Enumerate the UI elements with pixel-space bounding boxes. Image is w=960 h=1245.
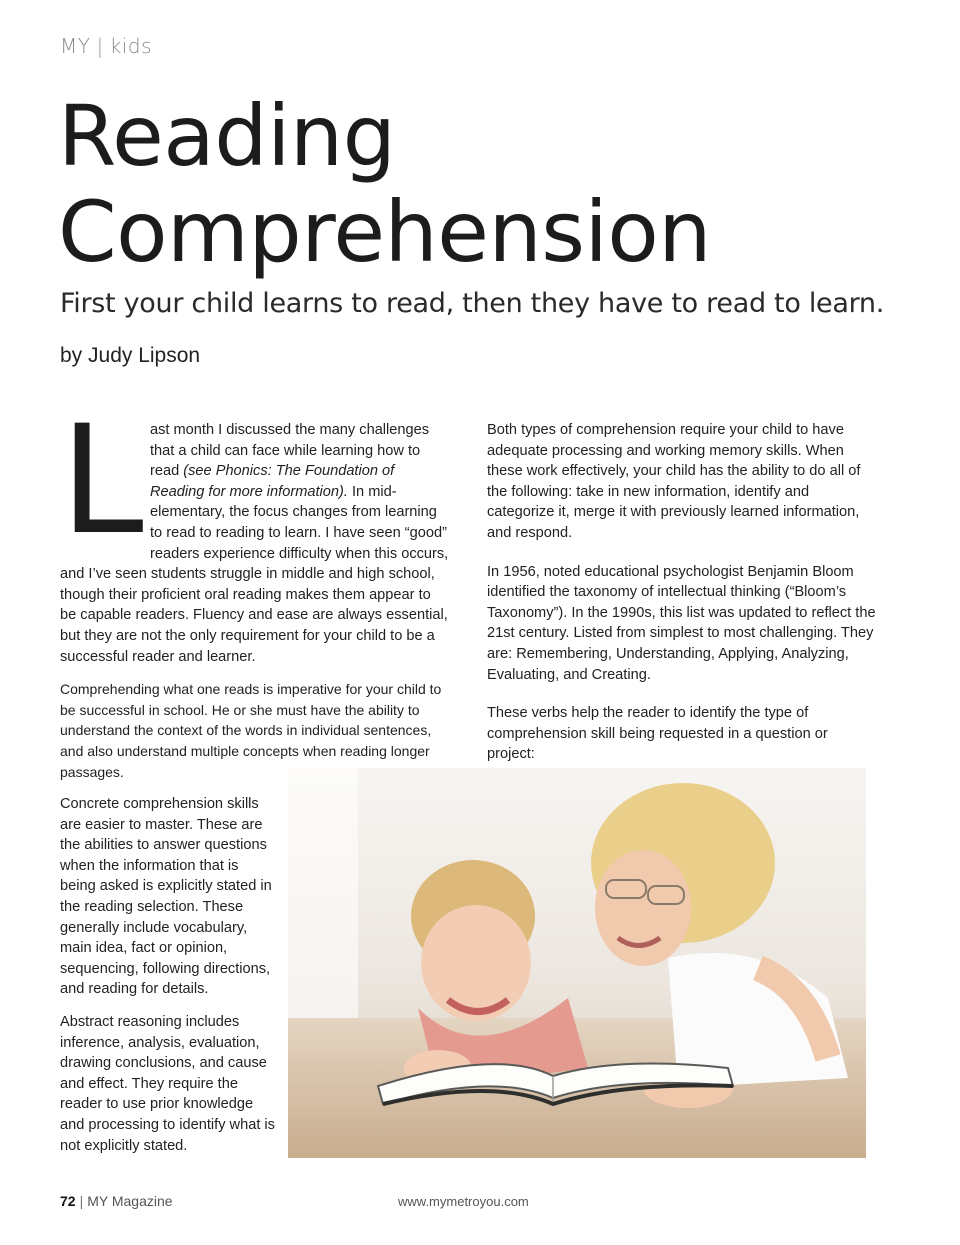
section-divider: |: [96, 34, 104, 58]
photo-illustration: [288, 768, 866, 1158]
paragraph-concrete: Concrete comprehension skills are easier to master. These are the abilities to answer questions when the information that is being asked is explicitly stated in the reading selection. These generally include vocabulary, main idea, fact or opinion, sequencing, following directions, and reading for details.: [60, 796, 272, 998]
drop-cap: L: [60, 394, 144, 568]
right-column: [487, 420, 879, 783]
article-subtitle: First your child learns to read, then they have to read to learn.: [60, 288, 885, 319]
page-number: 72: [60, 1193, 76, 1209]
paragraph-abstract: Abstract reasoning includes inference, analysis, evaluation, drawing conclusions, and cause and effect. They require the reader to use prior knowledge and processing to identify what is not explicitly stated.: [60, 1014, 275, 1154]
footer-page-info: [60, 1193, 173, 1209]
intro-text-b: In mid-elementary, the focus changes from learning to read to reading to learn. I have seen “good” readers experience difficulty when this occurs, and I’ve seen students struggle in middle and high school, though their proficient oral reading makes them appear to be capable readers. Fluency and ease are always essential, but they are not the only requirement for your child to be a successful reader and learner.: [60, 483, 449, 665]
title-line-2: Comprehension: [58, 183, 711, 281]
intro-text-a: ast month I discussed the many challenges that a child can face while learning how to read: [150, 422, 430, 480]
paragraph-comprehending: Comprehending what one reads is imperative for your child to be successful in school. He or she must have the ability to understand the context of the words in individual sentences, and also understand multiple concepts when reading longer passages.: [60, 681, 442, 780]
section-name: kids: [109, 34, 152, 58]
paragraph-intro: [60, 394, 450, 667]
section-brand: MY: [60, 34, 91, 58]
footer-website: www.mymetroyou.com: [398, 1194, 529, 1209]
paragraph-bloom: In 1956, noted educational psychologist Benjamin Bloom identified the taxonomy of intellectual thinking (“Bloom’s Taxonomy”). In the 1990s, this list was updated to reflect the 21st century. Listed from simplest to most challenging. They are: Remembering, Understanding, Applying, Analyzing, Evaluating, and Creating.: [487, 563, 876, 683]
article-photo: [288, 768, 866, 1158]
section-label: [60, 34, 152, 58]
intro-text-italic: (see Phonics: The Foundation of Reading for more information).: [150, 463, 395, 500]
footer-divider: |: [79, 1193, 84, 1209]
magazine-name: MY Magazine: [87, 1193, 173, 1209]
article-title: [58, 88, 711, 280]
byline: by Judy Lipson: [60, 344, 201, 367]
title-line-1: Reading: [58, 87, 396, 185]
paragraph-verbs: These verbs help the reader to identify the type of comprehension skill being requested in a question or project:: [487, 705, 828, 763]
paragraph-both-types: Both types of comprehension require your child to have adequate processing and working memory skills. When these work effectively, your child has the ability to do all of the following: take in new information, identify and categorize it, merge it with previously learned information, and respond.: [487, 422, 861, 541]
